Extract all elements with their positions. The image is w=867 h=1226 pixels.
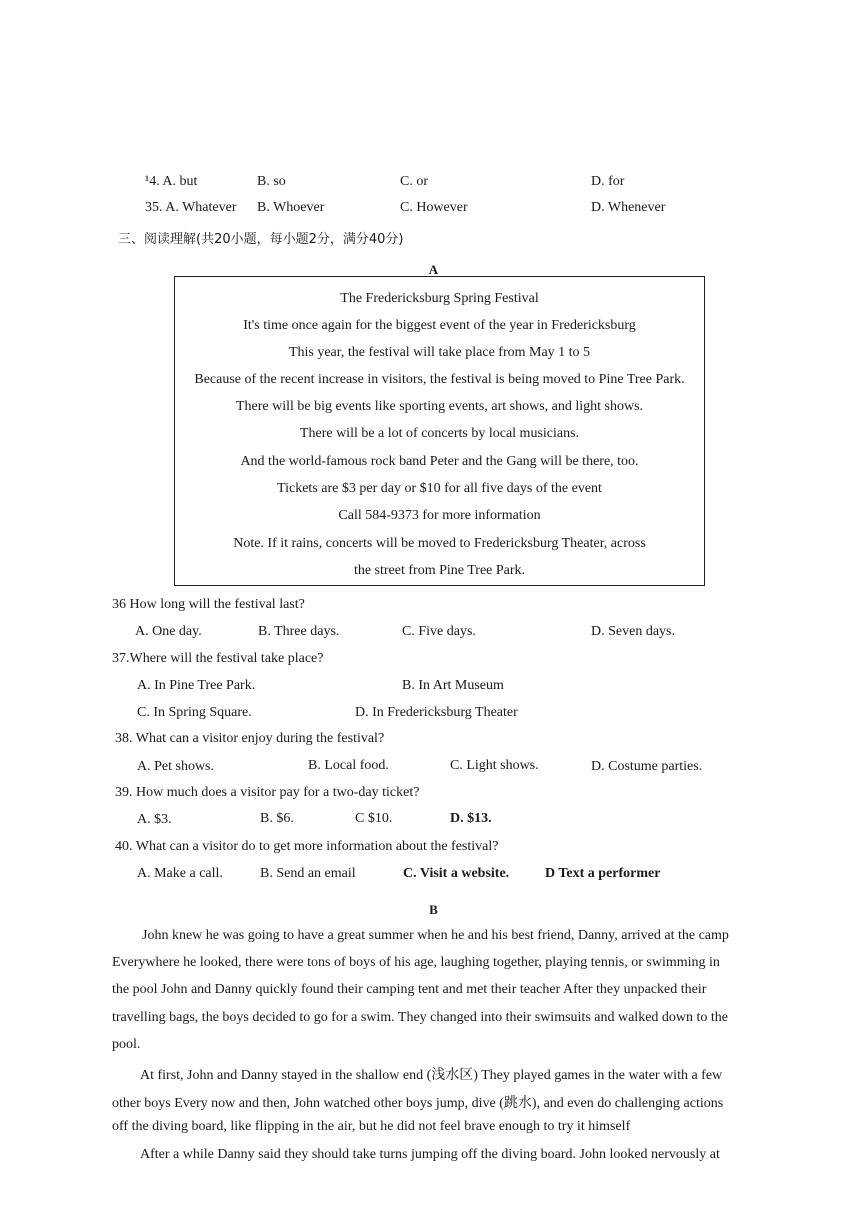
- q36-option-b: B. Three days.: [258, 624, 340, 639]
- passage-b-line: other boys Every now and then, John watched other boys jump, dive (跳水), and even do challenging actions: [112, 1096, 724, 1111]
- q40-option-d: D Text a performer: [545, 866, 661, 881]
- passage-b-line: the pool John and Danny quickly found their camping tent and met their teacher After they unpacked their: [112, 982, 707, 997]
- notice-line: This year, the festival will take place from May 1 to 5: [288, 345, 591, 360]
- q40-option-b: B. Send an email: [260, 866, 356, 881]
- notice-title: The Fredericksburg Spring Festival: [340, 291, 539, 306]
- q37-option-c: C. In Spring Square.: [137, 705, 252, 720]
- q37-option-d: D. In Fredericksburg Theater: [355, 705, 518, 720]
- q38-option-d: D. Costume parties.: [591, 759, 703, 774]
- q35-option-d: D. Whenever: [591, 200, 666, 215]
- festival-notice-box: [174, 276, 705, 586]
- passage-b-line: After a while Danny said they should take turns jumping off the diving board. John looked nervously at: [140, 1147, 720, 1162]
- passage-b-line: John knew he was going to have a great summer when he and his best friend, Danny, arrived at the camp: [142, 928, 729, 943]
- q38-option-b: B. Local food.: [308, 758, 389, 773]
- passage-b-line: Everywhere he looked, there were tons of boys of his age, laughing together, playing tennis, or swimming in: [112, 955, 720, 970]
- q38-option-c: C. Light shows.: [450, 758, 539, 773]
- q36-option-d: D. Seven days.: [591, 624, 675, 639]
- passage-a-label: A: [428, 262, 439, 277]
- q34-option-a: ¹4. A. but: [145, 174, 198, 189]
- q35-option-c: C. However: [400, 200, 468, 215]
- passage-b-line: pool.: [112, 1037, 141, 1052]
- notice-line: There will be a lot of concerts by local musicians.: [299, 426, 580, 441]
- q37-option-b: B. In Art Museum: [402, 678, 504, 693]
- q37-option-a: A. In Pine Tree Park.: [137, 678, 256, 693]
- notice-line: the street from Pine Tree Park.: [353, 563, 526, 578]
- q38-stem: 38. What can a visitor enjoy during the festival?: [115, 731, 385, 746]
- q36-stem: 36 How long will the festival last?: [112, 597, 305, 612]
- notice-line: Note. If it rains, concerts will be moved to Fredericksburg Theater, across: [233, 536, 646, 551]
- q36-option-c: C. Five days.: [402, 624, 476, 639]
- passage-b-line: At first, John and Danny stayed in the shallow end (浅水区) They played games in the water with a few: [140, 1068, 723, 1083]
- q38-option-a: A. Pet shows.: [137, 759, 215, 774]
- q35-option-b: B. Whoever: [257, 200, 325, 215]
- q34-option-d: D. for: [591, 174, 625, 189]
- q39-option-d: D. $13.: [450, 811, 492, 826]
- passage-b-label: B: [429, 902, 438, 917]
- notice-line: Tickets are $3 per day or $10 for all five days of the event: [277, 481, 602, 496]
- q37-stem: 37.Where will the festival take place?: [112, 651, 324, 666]
- q39-option-c: C $10.: [355, 811, 393, 826]
- passage-b-line: travelling bags, the boys decided to go for a swim. They changed into their swimsuits and walked down to the: [112, 1010, 729, 1025]
- notice-line: Because of the recent increase in visitors, the festival is being moved to Pine Tree Park.: [194, 372, 685, 387]
- q39-stem: 39. How much does a visitor pay for a two-day ticket?: [115, 785, 420, 800]
- q34-option-b: B. so: [257, 174, 286, 189]
- q34-option-c: C. or: [400, 174, 428, 189]
- notice-line: Call 584-9373 for more information: [338, 508, 541, 523]
- notice-line: It's time once again for the biggest event of the year in Fredericksburg: [243, 318, 636, 333]
- passage-b-line: off the diving board, like flipping in the air, but he did not feel brave enough to try it himself: [112, 1119, 631, 1134]
- notice-line: There will be big events like sporting events, art shows, and light shows.: [235, 399, 644, 414]
- q40-option-c: C. Visit a website.: [403, 866, 510, 881]
- q35-option-a: 35. A. Whatever: [145, 200, 237, 215]
- q40-stem: 40. What can a visitor do to get more information about the festival?: [115, 839, 499, 854]
- q40-option-a: A. Make a call.: [137, 866, 223, 881]
- notice-line: And the world-famous rock band Peter and the Gang will be there, too.: [240, 454, 639, 469]
- section-title: 三、阅读理解(共20小题，每小题2分，满分40分): [118, 232, 404, 247]
- q36-option-a: A. One day.: [135, 624, 202, 639]
- q39-option-b: B. $6.: [260, 811, 294, 826]
- q39-option-a: A. $3.: [137, 812, 172, 827]
